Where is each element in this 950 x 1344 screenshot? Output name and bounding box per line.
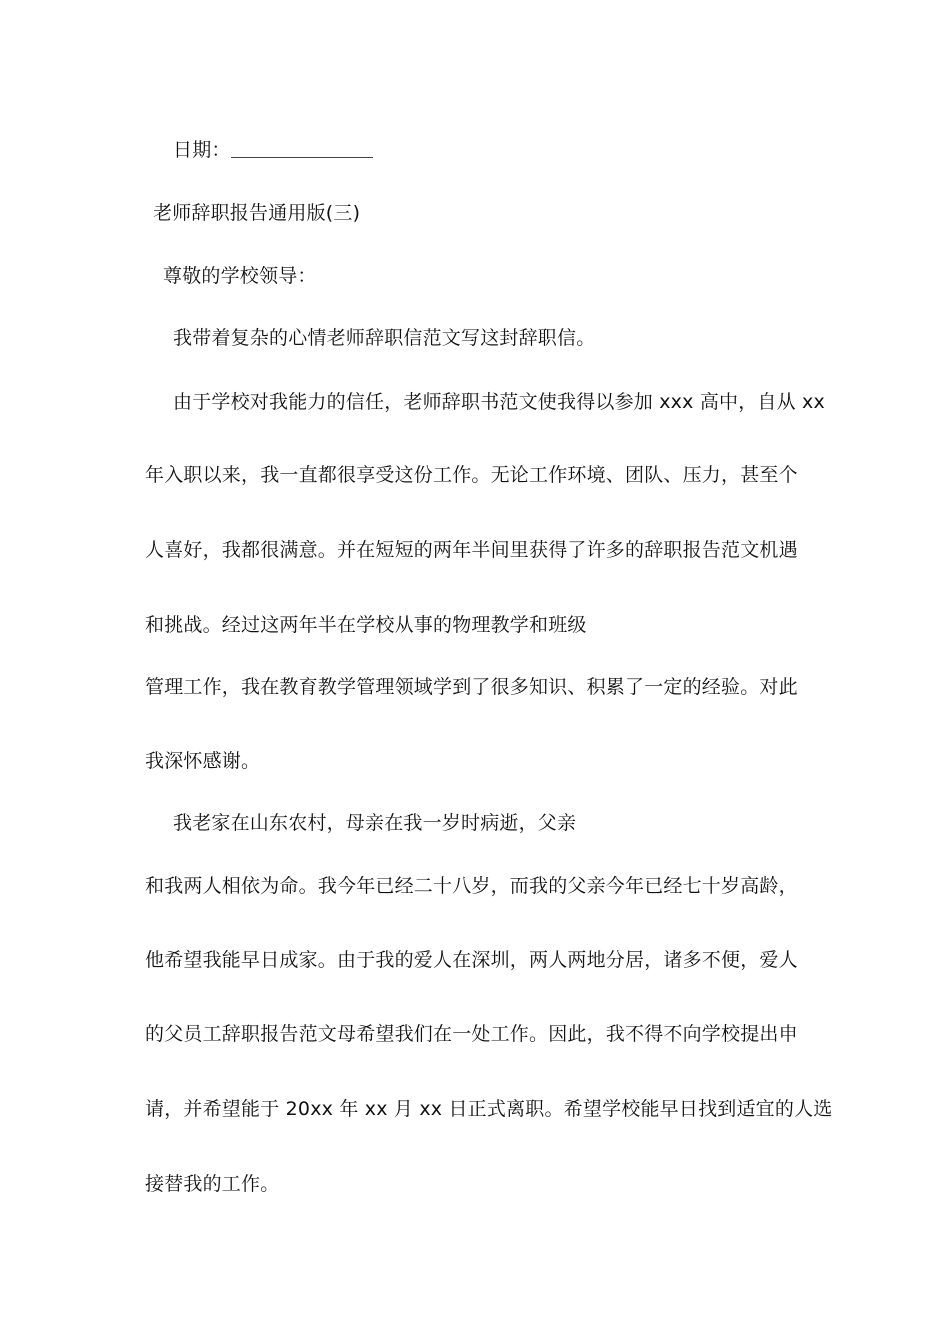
paragraph-line: 他希望我能早日成家。由于我的爱人在深圳，两人两地分居，诸多不便，爱人 xyxy=(145,949,798,971)
paragraph-line: 请，并希望能于 20xx 年 xx 月 xx 日正式离职。希望学校能早日找到适宜的人选 xyxy=(145,1098,833,1120)
date-label: 日期： xyxy=(173,139,231,161)
paragraph-line: 管理工作，我在教育教学管理领域学到了很多知识、积累了一定的经验。对此 xyxy=(145,676,798,698)
paragraph-line: 我深怀感谢。 xyxy=(145,750,261,772)
date-blank-line xyxy=(231,157,373,158)
paragraph-line: 人喜好，我都很满意。并在短短的两年半间里获得了许多的辞职报告范文机遇 xyxy=(145,539,798,561)
document-heading: 老师辞职报告通用版(三) xyxy=(153,202,361,224)
paragraph-line: 年入职以来，我一直都很享受这份工作。无论工作环境、团队、压力，甚至个 xyxy=(145,464,798,486)
paragraph-line: 和挑战。经过这两年半在学校从事的物理教学和班级 xyxy=(145,614,587,636)
paragraph-line: 的父员工辞职报告范文母希望我们在一处工作。因此，我不得不向学校提出申 xyxy=(145,1023,798,1045)
paragraph-line: 接替我的工作。 xyxy=(145,1173,280,1195)
salutation: 尊敬的学校领导： xyxy=(163,265,317,287)
paragraph-line: 我老家在山东农村，母亲在我一岁时病逝，父亲 xyxy=(173,812,577,834)
paragraph-line: 由于学校对我能力的信任，老师辞职书范文使我得以参加 xxx 高中，自从 xx xyxy=(173,391,825,413)
paragraph-line: 我带着复杂的心情老师辞职信范文写这封辞职信。 xyxy=(173,327,596,349)
paragraph-line: 和我两人相依为命。我今年已经二十八岁，而我的父亲今年已经七十岁高龄， xyxy=(145,875,798,897)
